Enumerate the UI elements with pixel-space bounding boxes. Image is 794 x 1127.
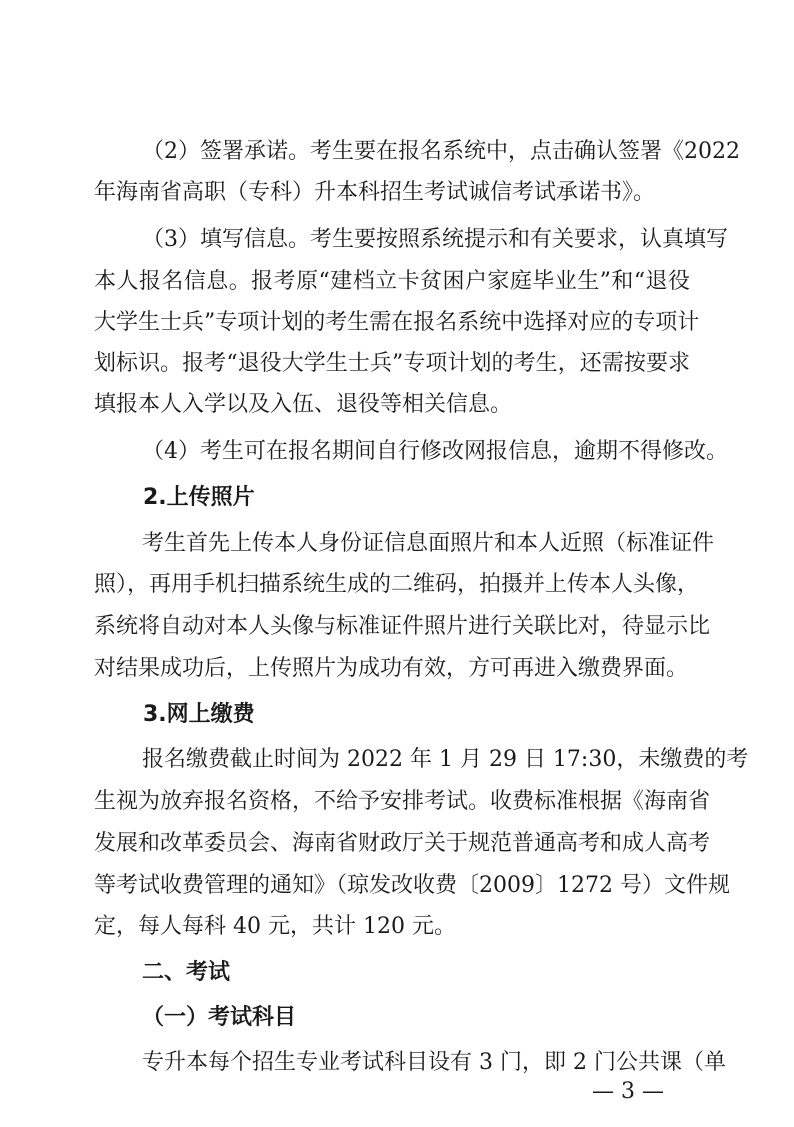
paragraph-line: 系统将自动对本人头像与标准证件照片进行关联比对，待显示比 xyxy=(94,614,711,639)
paragraph-line: 报名缴费截止时间为 2022 年 1 月 29 日 17:30，未缴费的考 xyxy=(142,747,749,772)
paragraph-line: 照），再用手机扫描系统生成的二维码，拍摄并上传本人头像， xyxy=(94,572,700,597)
paragraph-line: 生视为放弃报名资格，不给予安排考试。收费标准根据《海南省 xyxy=(94,789,711,814)
paragraph-line: 年海南省高职（专科）升本科招生考试诚信考试承诺书》。 xyxy=(94,180,656,205)
paragraph-line: 发展和改革委员会、海南省财政厅关于规范普通高考和成人高考 xyxy=(94,831,711,856)
paragraph-line: 本人报名信息。报考原“建档立卡贫困户家庭毕业生”和“退役 xyxy=(94,269,690,294)
paragraph-line: 划标识。报考“退役大学生士兵”专项计划的考生，还需按要求 xyxy=(94,351,690,376)
paragraph-line: （2）签署承诺。考生要在报名系统中，点击确认签署《2022 xyxy=(142,139,740,164)
paragraph-line: 专升本每个招生专业考试科目设有 3 门，即 2 门公共课（单 xyxy=(142,1050,726,1075)
subsection-heading: （一）考试科目 xyxy=(142,1005,297,1030)
paragraph-line: 填报本人入学以及入伍、退役等相关信息。 xyxy=(94,392,513,417)
paragraph-line: 定，每人每科 40 元，共计 120 元。 xyxy=(94,914,456,939)
paragraph-line: 对结果成功后，上传照片为成功有效，方可再进入缴费界面。 xyxy=(94,656,689,681)
paragraph-line: （4）考生可在报名期间自行修改网报信息，逾期不得修改。 xyxy=(142,439,728,464)
paragraph-line: 考生首先上传本人身份证信息面照片和本人近照（标准证件 xyxy=(142,531,715,556)
section-heading: 2.上传照片 xyxy=(143,485,255,510)
chapter-heading: 二、考试 xyxy=(142,960,231,985)
paragraph-line: （3）填写信息。考生要按照系统提示和有关要求，认真填写 xyxy=(142,227,728,252)
section-heading: 3.网上缴费 xyxy=(143,702,255,727)
paragraph-line: 大学生士兵”专项计划的考生需在报名系统中选择对应的专项计 xyxy=(94,310,700,335)
page-number: — 3 — xyxy=(592,1079,664,1104)
paragraph-line: 等考试收费管理的通知》（琼发改收费〔2009〕1272 号）文件规 xyxy=(94,873,730,898)
